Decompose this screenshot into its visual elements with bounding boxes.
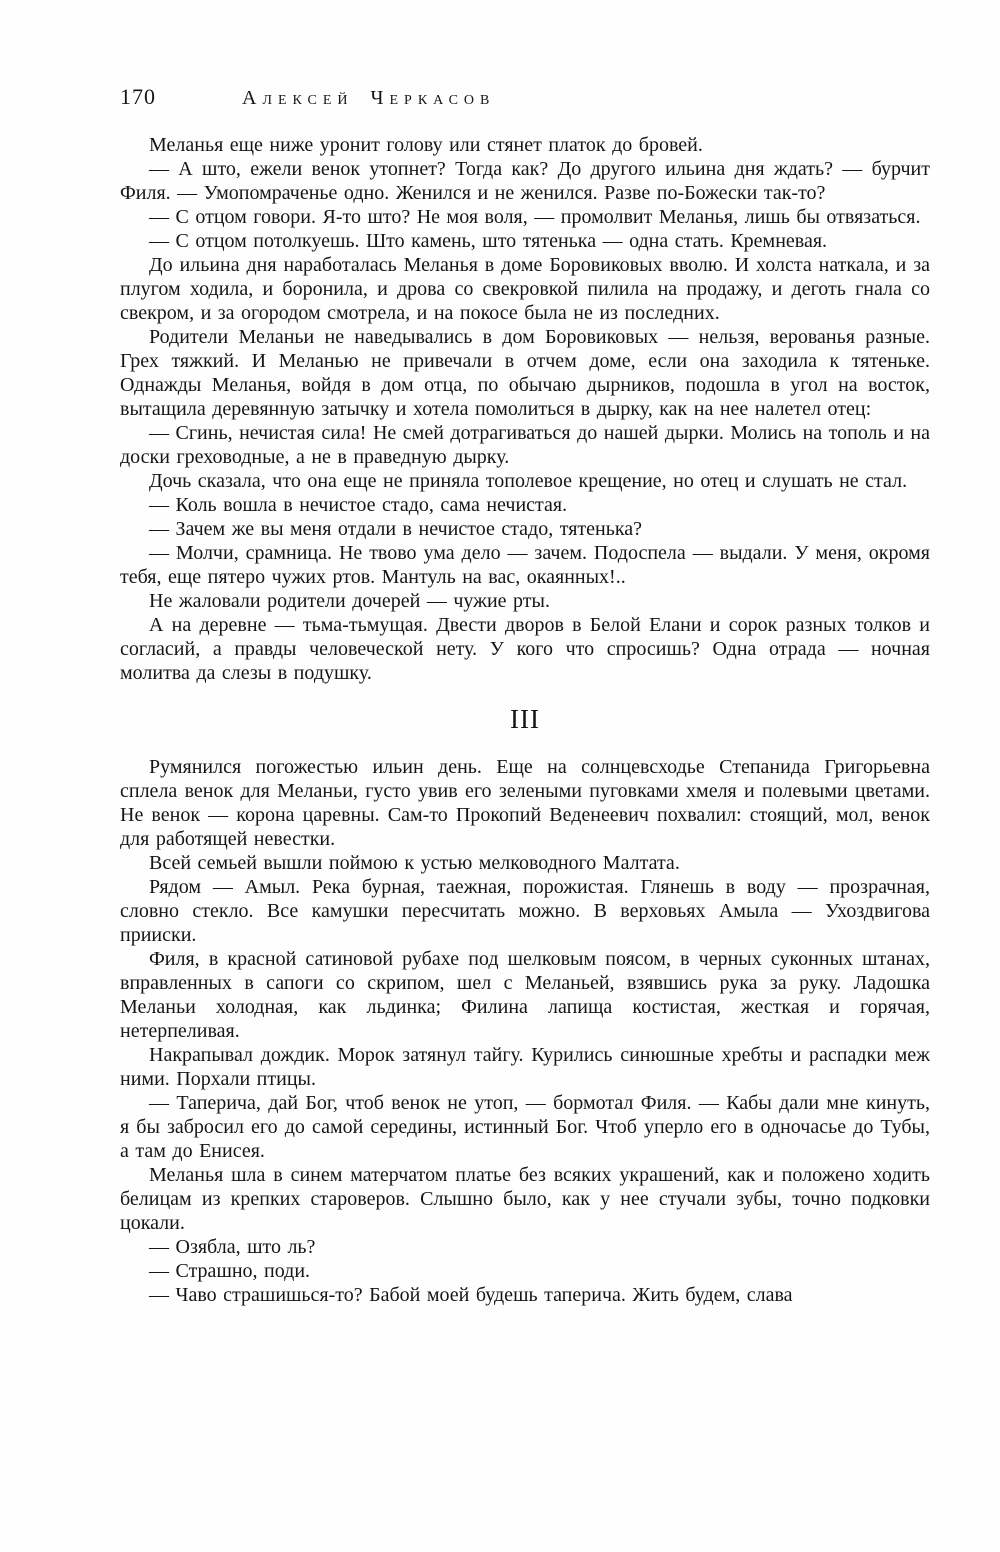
- paragraph-dialogue: — Страшно, поди.: [149, 1260, 311, 1282]
- paragraph-dialogue: — Коль вошла в нечистое стадо, сама нечистая.: [149, 494, 568, 516]
- paragraph: Родители Меланьи не наведывались в дом Боровиковых — нельзя, верованья разные. Грех тяжкий. И Меланью не привечали в отчем доме, если она заходила к тятеньке. Однажды Меланья, войдя в дом отца, по обычаю дырников, подошла в угол на восток, вытащила деревянную затычку и хотела помолиться в дырку, как на нее налетел отец:: [120, 326, 930, 420]
- paragraph-dialogue: — Таперича, дай Бог, чтоб венок не утоп, — бормотал Филя. — Кабы дали мне кинуть, я бы забросил его до самой середины, истинный Бог. Чтоб уперло его в одночасье до Тубы, а там до Енисея.: [120, 1092, 930, 1162]
- paragraph-dialogue: — А што, ежели венок утопнет? Тогда как? До другого ильина дня ждать? — бурчит Филя. — Умопомраченье одно. Женился и не женился. Разве по-Божески так-то?: [120, 158, 930, 204]
- paragraph: Дочь сказала, что она еще не приняла тополевое крещение, но отец и слушать не стал.: [149, 470, 908, 492]
- page-number: 170: [120, 84, 156, 109]
- paragraph: Всей семьей вышли поймою к устью мелководного Малтата.: [149, 852, 680, 874]
- running-head: [120, 84, 930, 110]
- paragraph: Накрапывал дождик. Морок затянул тайгу. Курились синюшные хребты и распадки меж ними. Порхали птицы.: [120, 1044, 930, 1090]
- paragraph: Меланья еще ниже уронит голову или стянет платок до бровей.: [149, 134, 703, 156]
- paragraph: Румянился погожестью ильин день. Еще на солнцевсходье Степанида Григорьевна сплела венок для Меланьи, густо увив его зелеными пуговками хмеля и полевыми цветами. Не венок — корона царевны. Сам-то Прокопий Веденеевич похвалил: стоящий, мол, венок для работящей невестки.: [120, 756, 930, 850]
- paragraph-dialogue: — Озябла, што ль?: [149, 1236, 316, 1258]
- paragraph-dialogue: — Сгинь, нечистая сила! Не смей дотрагиваться до нашей дырки. Молись на тополь и на доски греховодные, а не в праведную дырку.: [120, 422, 930, 468]
- paragraph-dialogue: — Чаво страшишься-то? Бабой моей будешь таперича. Жить будем, слава: [149, 1284, 793, 1306]
- body-text: [120, 133, 930, 1307]
- running-head-author: Алексей Черкасов: [242, 87, 496, 109]
- paragraph-dialogue: — С отцом говори. Я-то што? Не моя воля, — промолвит Меланья, лишь бы отвязаться.: [149, 206, 921, 228]
- paragraph: Не жаловали родители дочерей — чужие рты.: [149, 590, 550, 612]
- paragraph: Меланья шла в синем матерчатом платье без всяких украшений, как и положено ходить белицам из крепких староверов. Слышно было, как у нее стучали зубы, точно подковки цокали.: [120, 1164, 930, 1234]
- paragraph: Филя, в красной сатиновой рубахе под шелковым поясом, в черных суконных штанах, вправленных в сапоги со скрипом, шел с Меланьей, взявшись рука за руку. Ладошка Меланьи холодная, как льдинка; Филина лапища костистая, жесткая и горячая, нетерпеливая.: [120, 948, 930, 1042]
- paragraph-dialogue: — Молчи, срамница. Не твово ума дело — зачем. Подоспела — выдали. У меня, окромя тебя, еще пятеро чужих ртов. Мантуль на вас, окаянных!..: [120, 542, 930, 588]
- paragraph: Рядом — Амыл. Река бурная, таежная, порожистая. Глянешь в воду — прозрачная, словно стекло. Все камушки пересчитать можно. В верховьях Амыла — Ухоздвигова прииски.: [120, 876, 930, 946]
- paragraph-dialogue: — Зачем же вы меня отдали в нечистое стадо, тятенька?: [149, 518, 643, 540]
- paragraph: До ильина дня наработалась Меланья в доме Боровиковых вволю. И холста наткала, и за плугом ходила, и боронила, и дрова со свекровкой пилила на продажу, и деготь гнала со свекром, и за огородом смотрела, и на покосе была не из последних.: [120, 254, 930, 324]
- paragraph-dialogue: — С отцом потолкуешь. Што камень, што тятенька — одна стать. Кремневая.: [149, 230, 828, 252]
- section-heading: III: [510, 704, 540, 734]
- paragraph: А на деревне — тьма-тьмущая. Двести дворов в Белой Елани и сорок разных толков и согласий, а правды человеческой нету. У кого что спросишь? Одна отрада — ночная молитва да слезы в подушку.: [120, 614, 930, 684]
